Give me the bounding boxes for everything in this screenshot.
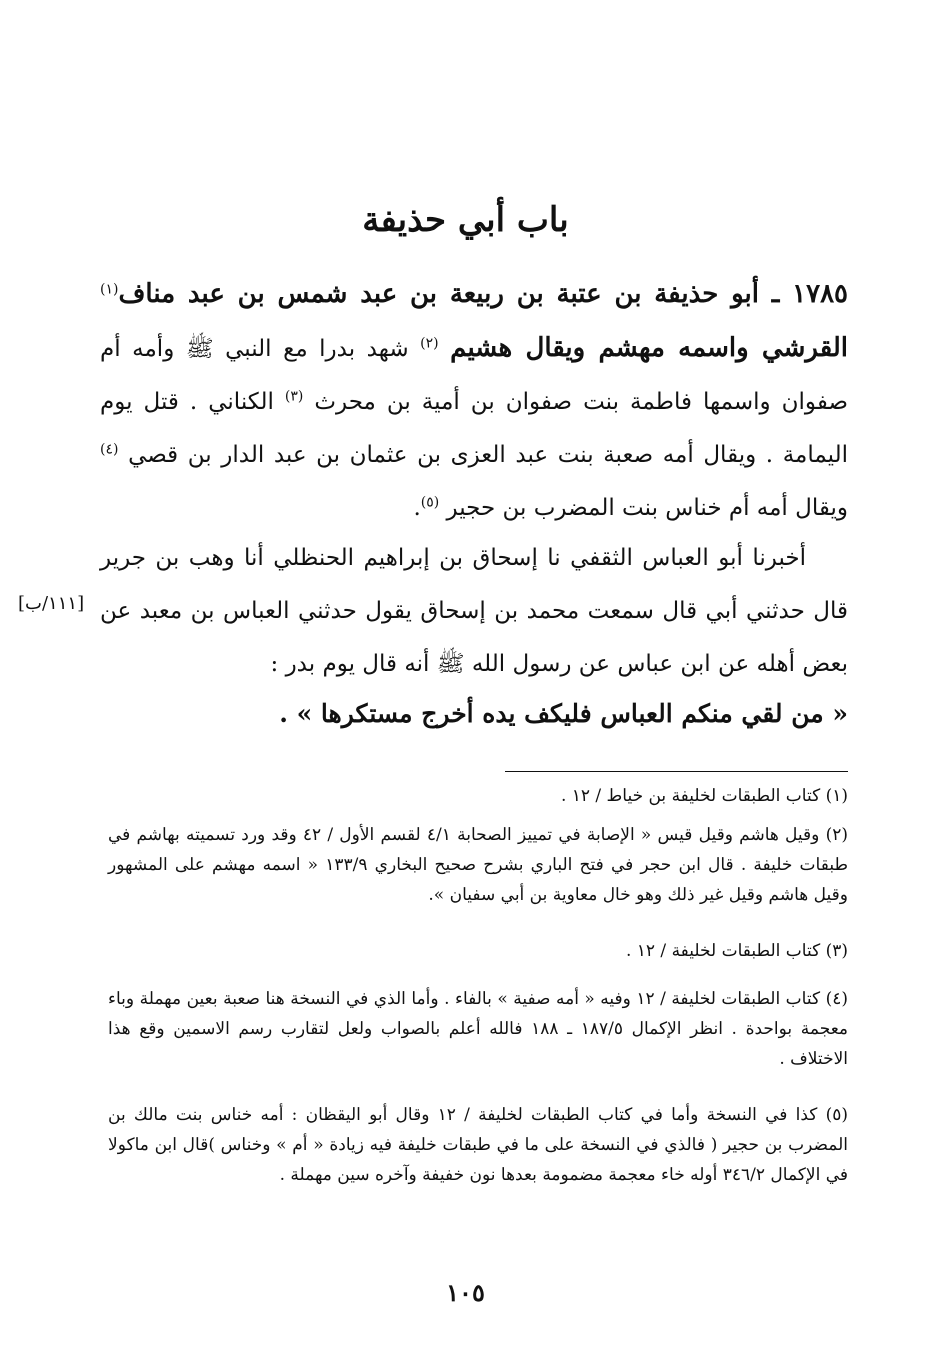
entry-heading: ١٧٨٥ ـ أبو حذيفة بن عتبة بن ربيعة بن عبد شمس بن عبد مناف: [118, 279, 848, 309]
footnote-number: (٤): [825, 989, 849, 1009]
footnote-ref-1[interactable]: (١): [100, 281, 119, 298]
footnote-number: (١): [825, 786, 848, 806]
footnote-ref-4[interactable]: (٤): [100, 441, 119, 458]
entry-text-c: ويقال أمه أم خناس بنت المضرب بن حجير: [446, 495, 848, 521]
entry-name: القرشي واسمه مهشم ويقال هشيم: [450, 333, 849, 363]
chapter-title: باب أبي حذيفة: [362, 200, 569, 240]
footnote-number: (٣): [825, 941, 848, 961]
page-number: ١٠٥: [446, 1278, 485, 1307]
footnote-number: (٥): [825, 1105, 849, 1125]
footnote-2: [108, 820, 848, 910]
manuscript-folio-marker: [١١١/ب]: [18, 593, 85, 614]
footnote-text: كتاب الطبقات لخليفة / ١٢ وفيه « أمه صفية » بالفاء . وأما الذي في النسخة هنا صعبة بعين مهملة وباء معجمة بواحدة . انظر الإكمال ١٨٧/٥ ـ ١٨٨ فالله أعلم بالصواب ولعل لتقارب رسم الاسمين وقع هذا الاختلاف .: [108, 989, 848, 1069]
entry-text-b: الكناني . قتل يوم اليمامة . ويقال أمه صعبة بنت عبد العزى بن عثمان بن عبد الدار بن قصي: [100, 389, 848, 468]
isnad-paragraph: أخبرنا أبو العباس الثقفي نا إسحاق بن إبراهيم الحنظلي أنا وهب بن جرير قال حدثني أبي قال سمعت محمد بن إسحاق يقول حدثني العباس بن معبد عن بعض أهله عن ابن عباس عن رسول الله ﷺ أنه قال يوم بدر :: [100, 545, 848, 677]
footnote-1: [108, 781, 848, 811]
footnote-5: [108, 1100, 848, 1190]
footnote-3: [108, 936, 848, 966]
footnote-text: كتاب الطبقات لخليفة بن خياط / ١٢ .: [560, 786, 821, 806]
hadith-text: « من لقي منكم العباس فليكف يده أخرج مستكرها » .: [279, 699, 848, 728]
footnote-text: كذا في النسخة وأما في كتاب الطبقات لخليفة / ١٢ وقال أبو اليقظان : أمه خناس بنت مالك بن المضرب بن حجير ( فالذي في النسخة على ما في طبقات خليفة فيه زيادة « أم » وخناس )قال ابن ماكولا في الإكمال ٣٤٦/٢ أوله خاء معجمة مضمومة بعدها نون خفيفة وآخره سين مهملة .: [108, 1105, 848, 1185]
footnote-4: [108, 984, 848, 1074]
entry-paragraph: [100, 268, 848, 535]
footnote-text: وقيل هاشم وقيل قيس « الإصابة في تمييز الصحابة ٤/١ لقسم الأول / ٤٢ وقد ورد تسميته بهاشم في طبقات خليفة . قال ابن حجر في فتح الباري بشرح صحيح البخاري ١٣٣/٩ « اسمه مهشم على المشهور وقيل هاشم وقيل غير ذلك وهو خال معاوية بن أبي سفيان ».: [108, 825, 848, 905]
footnote-ref-3[interactable]: (٣): [284, 388, 304, 405]
entry-text-a: شهد بدرا مع النبي ﷺ وأمه أم صفوان واسمها فاطمة بنت صفوان بن أمية بن محرث: [100, 336, 848, 415]
footnote-ref-2[interactable]: (٢): [420, 335, 439, 352]
footnote-number: (٢): [825, 825, 849, 845]
entry-end: .: [413, 495, 421, 521]
footnote-ref-5[interactable]: (٥): [420, 494, 440, 511]
footnote-text: كتاب الطبقات لخليفة / ١٢ .: [625, 941, 821, 961]
footnote-separator: [505, 771, 848, 772]
